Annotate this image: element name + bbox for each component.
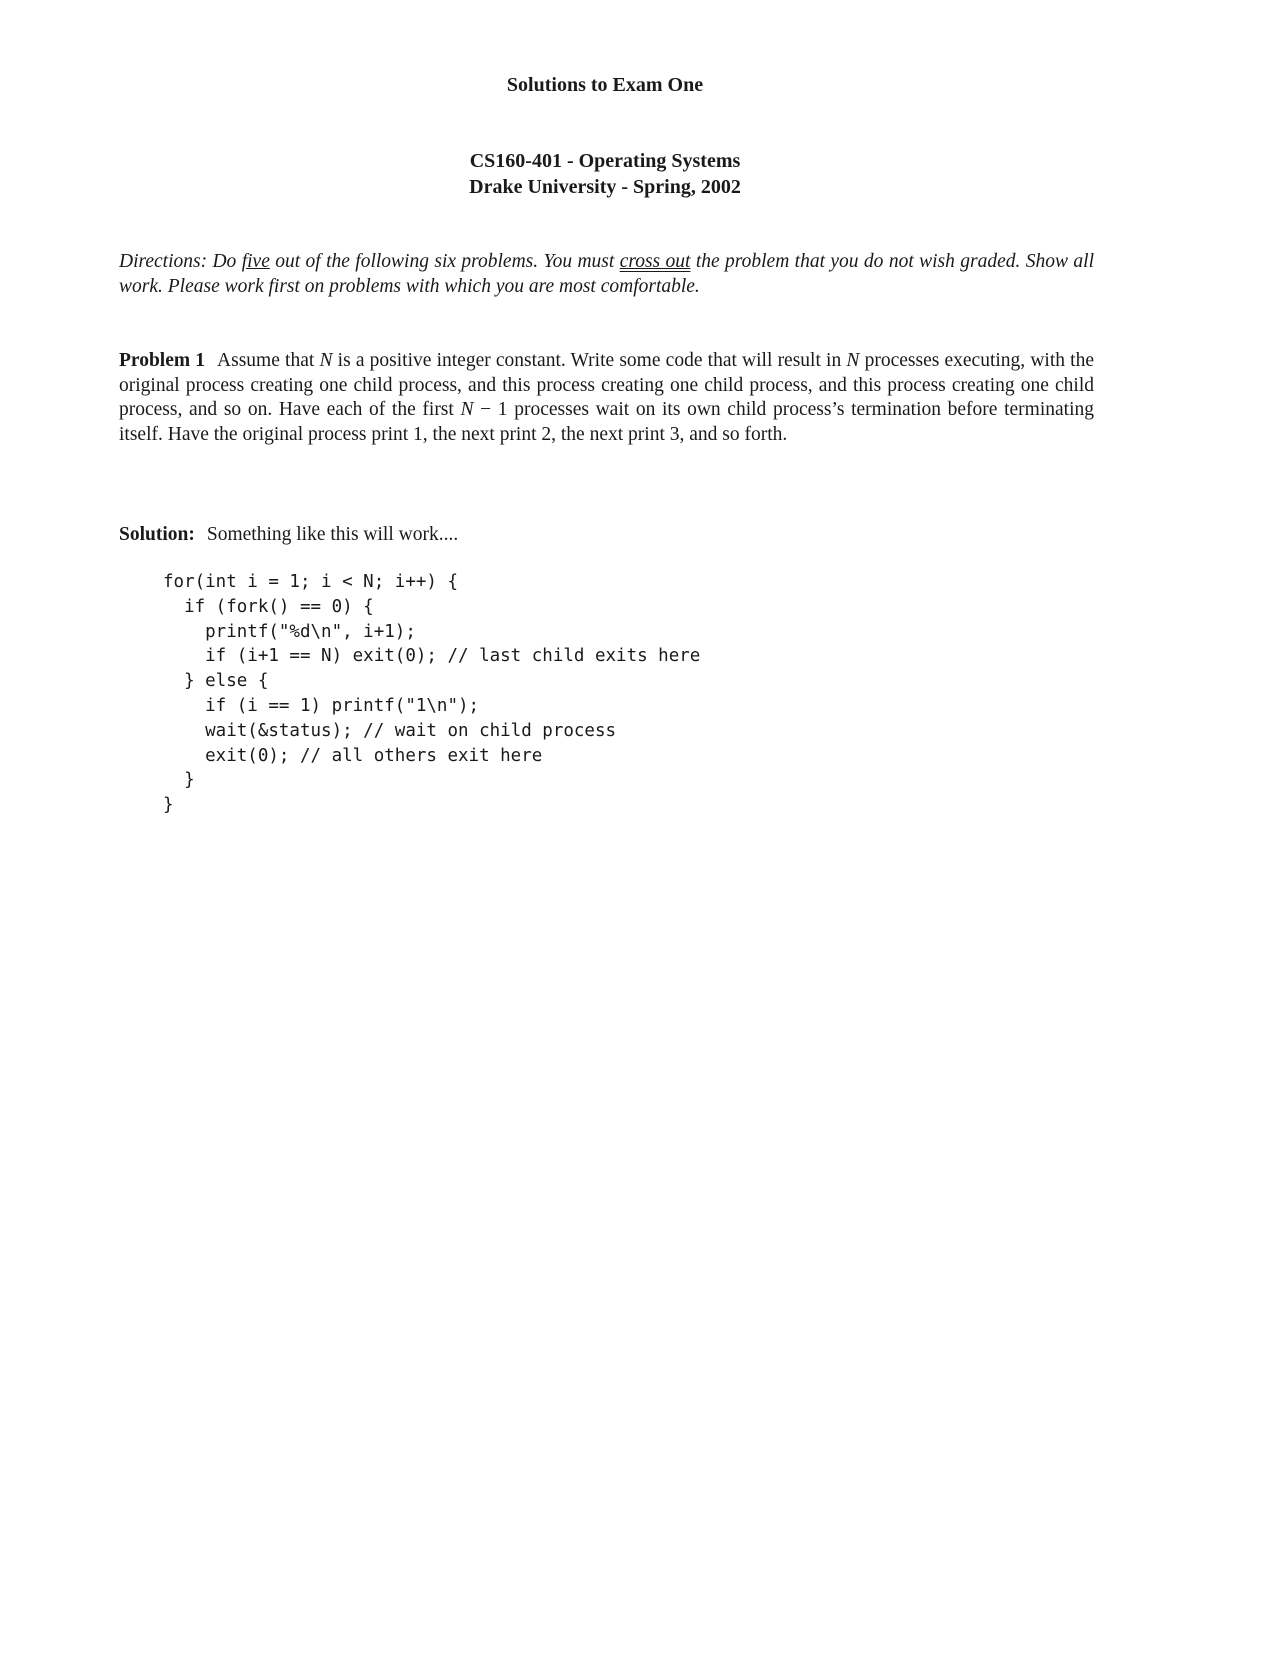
- solution-code-block: for(int i = 1; i < N; i++) { if (fork() == 0) { printf("%d\n", i+1); if (i+1 == N) exit(0); // last child exits here } else { if (i == 1) printf("1\n"); wait(&status); // wait on child process exit(0); // all others exit here } }: [163, 572, 701, 816]
- course-header: [0, 148, 1210, 200]
- problem-label: Problem 1: [119, 350, 206, 371]
- institution-line: Drake University - Spring, 2002: [469, 176, 741, 198]
- variable-n: N: [460, 399, 474, 420]
- directions-text-2: out of the following six problems. You must: [269, 251, 620, 272]
- solution-intro: [119, 524, 1094, 546]
- variable-n: N: [846, 350, 860, 371]
- problem-text: Assume that: [217, 350, 320, 371]
- page-title: Solutions to Exam One: [506, 74, 704, 96]
- solution-label: Solution:: [119, 524, 195, 545]
- directions-paragraph: [119, 250, 1094, 299]
- directions-text-1: Directions: Do: [119, 251, 242, 272]
- problem-text: is a positive integer constant. Write some code that will result in: [332, 350, 847, 371]
- problem-text: − 1 processes wait on its own child process’s termination before terminating itself. Have the original process print 1, the next print 2, the next print 3, and so forth.: [119, 399, 1094, 445]
- directions-cross-out: cross out: [619, 251, 691, 272]
- solution-text: Something like this will work....: [206, 524, 459, 545]
- problem-1: [119, 349, 1094, 447]
- course-line: CS160-401 - Operating Systems: [469, 150, 741, 172]
- directions-text-3: the problem that you do not wish graded. Show all work. Please work first on problems with which you are most comfortable.: [119, 251, 1094, 297]
- directions-five: five: [241, 251, 270, 272]
- problem-text: processes executing, with the original process creating one child process, and this process creating one child process, and this process creating one child process, and so on. Have each of the first: [119, 350, 1094, 420]
- variable-n: N: [319, 350, 333, 371]
